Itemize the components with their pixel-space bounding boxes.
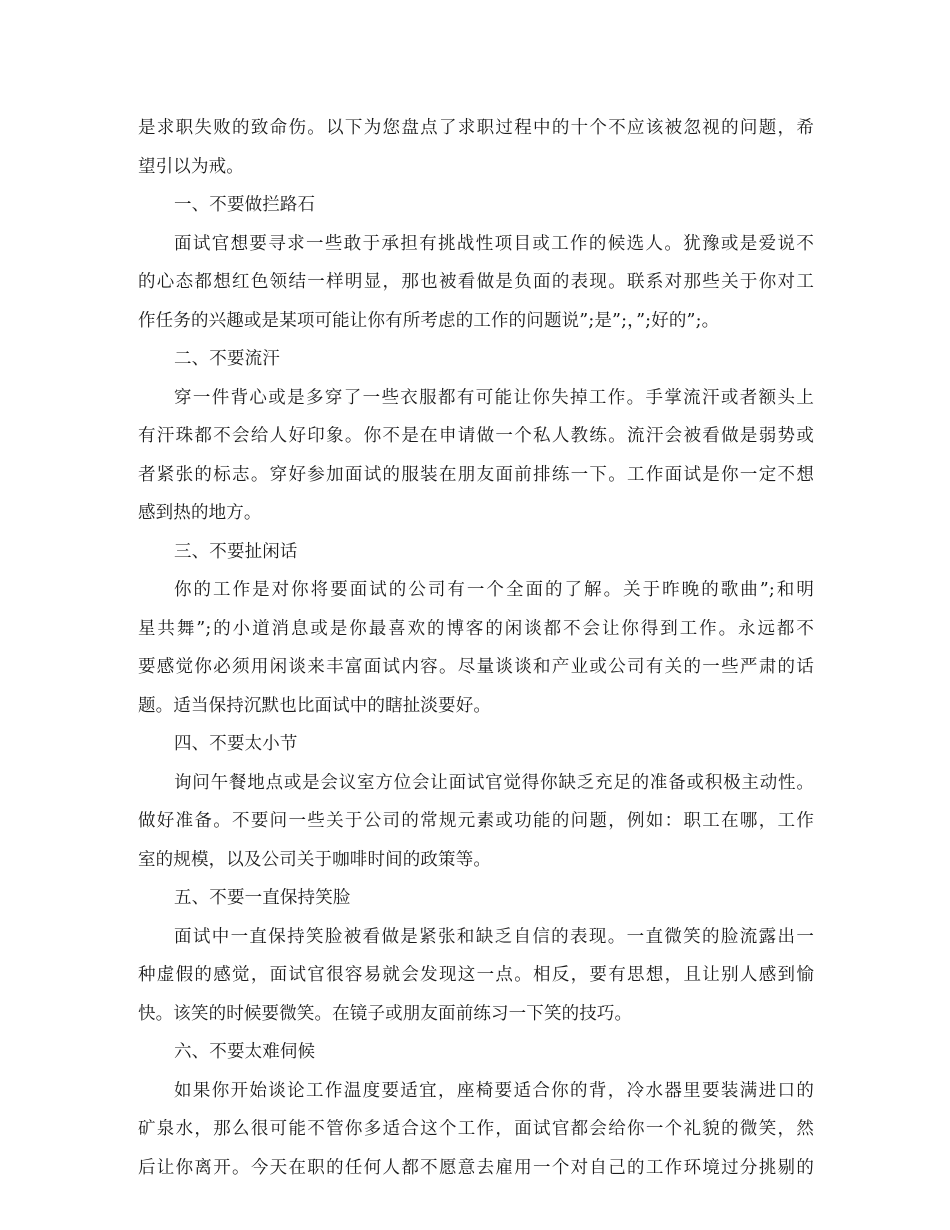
paragraph-line: 穿一件背心或是多穿了一些衣服都有可能让你失掉工作。手掌流汗或者额头上 — [174, 387, 814, 408]
paragraph-line: 题。适当保持沉默也比面试中的瞎扯淡要好。 — [138, 695, 491, 716]
paragraph-line: 做好准备。不要问一些关于公司的常规元素或功能的问题，例如：职工在哪，工作 — [138, 811, 814, 831]
paragraph-line: 是求职失败的致命伤。以下为您盘点了求职过程中的十个不应该被忽视的问题，希 — [138, 118, 814, 138]
paragraph-line: 你的工作是对你将要面试的公司有一个全面的了解。关于昨晚的歌曲”;和明 — [174, 580, 814, 600]
section-heading: 二、不要流汗 — [174, 349, 280, 369]
paragraph-line: 者紧张的标志。穿好参加面试的服装在朋友面前排练一下。工作面试是你一定不想 — [138, 464, 814, 485]
paragraph-line: 后让你离开。今天在职的任何人都不愿意去雇用一个对自己的工作环境过分挑剔的 — [138, 1157, 814, 1178]
paragraph-line: 快。该笑的时候要微笑。在镜子或朋友面前练习一下笑的技巧。 — [138, 1003, 633, 1024]
paragraph-line: 的心态都想红色领结一样明显，那也被看做是负面的表现。联系对那些关于你对工 — [138, 272, 814, 292]
section-heading: 四、不要太小节 — [174, 734, 298, 754]
paragraph-line: 作任务的兴趣或是某项可能让你有所考虑的工作的问题说”;是”;，”;好的”;。 — [138, 310, 720, 331]
paragraph-line: 有汗珠都不会给人好印象。你不是在申请做一个私人教练。流汗会被看做是弱势或 — [138, 426, 814, 446]
paragraph-line: 望引以为戒。 — [138, 156, 244, 177]
paragraph-line: 种虚假的感觉，面试官很容易就会发现这一点。相反，要有思想，且让别人感到愉 — [138, 965, 814, 985]
paragraph-line: 矿泉水，那么很可能不管你多适合这个工作，面试官都会给你一个礼貌的微笑，然 — [138, 1119, 814, 1139]
section-heading: 五、不要一直保持笑脸 — [174, 888, 351, 908]
paragraph-line: 星共舞”;的小道消息或是你最喜欢的博客的闲谈都不会让你得到工作。永远都不 — [138, 618, 814, 639]
paragraph-line: 面试中一直保持笑脸被看做是紧张和缺乏自信的表现。一直微笑的脸流露出一 — [174, 926, 814, 947]
section-heading: 六、不要太难伺候 — [174, 1042, 316, 1062]
paragraph-line: 室的规模，以及公司关于咖啡时间的政策等。 — [138, 849, 491, 870]
paragraph-line: 如果你开始谈论工作温度要适宜，座椅要适合你的背，冷水器里要装满进口的 — [174, 1080, 814, 1101]
section-heading: 三、不要扯闲话 — [174, 541, 298, 562]
section-heading: 一、不要做拦路石 — [174, 195, 316, 215]
paragraph-line: 面试官想要寻求一些敢于承担有挑战性项目或工作的候选人。犹豫或是爱说不 — [174, 233, 814, 254]
paragraph-line: 要感觉你必须用闲谈来丰富面试内容。尽量谈谈和产业或公司有关的一些严肃的话 — [138, 657, 814, 677]
paragraph-line: 感到热的地方。 — [138, 503, 262, 523]
paragraph-line: 询问午餐地点或是会议室方位会让面试官觉得你缺乏充足的准备或积极主动性。 — [174, 772, 814, 793]
